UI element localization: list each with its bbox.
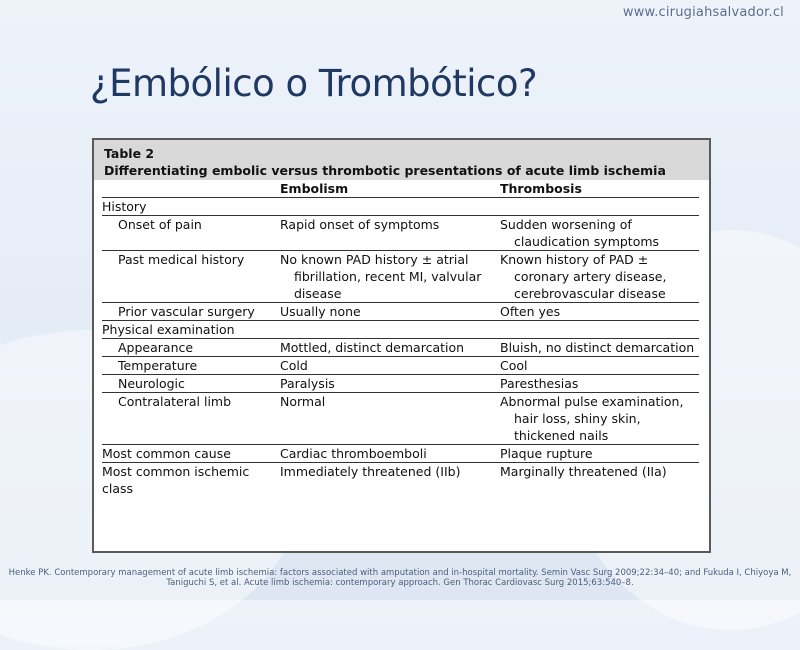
thrombosis-cell: Bluish, no distinct demarcation [500, 339, 699, 357]
thrombosis-cell [500, 251, 699, 303]
column-header-blank [102, 180, 280, 198]
embolism-cell: Immediately threatened (IIb) [280, 464, 461, 479]
embolism-cell: Usually none [280, 304, 361, 319]
table-figure [92, 138, 711, 553]
table-column-headers [102, 180, 699, 198]
table-row [102, 393, 699, 445]
row-label: Past medical history [102, 251, 280, 303]
table-row [102, 357, 699, 375]
row-label: Temperature [102, 357, 280, 375]
embolism-cell: Paralysis [280, 375, 500, 393]
thrombosis-cell: Cool [500, 357, 699, 375]
section-row-physical [102, 321, 699, 339]
embolism-cell: Normal [280, 393, 500, 445]
table-row [102, 251, 699, 303]
table-row [102, 339, 699, 357]
embolism-cell: Cold [280, 357, 500, 375]
slide-title: ¿Embólico o Trombótico? [90, 62, 538, 105]
row-label: Prior vascular surgery [118, 304, 255, 319]
row-label: Appearance [102, 339, 280, 357]
thrombosis-cell: Plaque rupture [500, 445, 699, 463]
thrombosis-cell-text: Sudden worsening of claudication symptoms [500, 217, 660, 249]
thrombosis-cell: Marginally threatened (IIa) [500, 464, 667, 479]
embolism-cell-text: No known PAD history ± atrial fibrillation, recent MI, valvular disease [280, 252, 482, 301]
thrombosis-cell-text: Abnormal pulse examination, hair loss, shiny skin, thickened nails [500, 394, 684, 443]
thrombosis-cell [500, 216, 699, 251]
site-url: www.cirugiahsalvador.cl [622, 5, 784, 20]
embolism-cell [280, 251, 500, 303]
row-label: Neurologic [102, 375, 280, 393]
section-label: History [102, 198, 699, 216]
section-row-history [102, 198, 699, 216]
thrombosis-cell-text: Known history of PAD ± coronary artery disease, cerebrovascular disease [500, 252, 667, 301]
embolism-cell: Mottled, distinct demarcation [280, 339, 500, 357]
thrombosis-cell: Paresthesias [500, 375, 699, 393]
table-caption: Differentiating embolic versus thrombotic presentations of acute limb ischemia [104, 163, 666, 178]
section-label: Physical examination [102, 321, 699, 339]
row-label: Contralateral limb [102, 393, 280, 445]
table-header [94, 140, 709, 180]
embolism-cell: Cardiac thromboemboli [280, 445, 500, 463]
table-row [102, 463, 699, 498]
column-header-thrombosis: Thrombosis [500, 180, 699, 198]
row-label: Most common ischemic class [102, 464, 250, 496]
table-label: Table 2 [104, 146, 155, 161]
thrombosis-cell [500, 393, 699, 445]
comparison-table [102, 180, 699, 497]
embolism-cell: Rapid onset of symptoms [280, 216, 500, 251]
row-label: Most common cause [102, 445, 280, 463]
table-row [102, 445, 699, 463]
column-header-embolism: Embolism [280, 180, 500, 198]
table-row [102, 303, 699, 321]
citation: Henke PK. Contemporary management of acute limb ischemia: factors associated with amputation and in-hospital mortality. Semin Vasc Surg 2009;22:34–40; and Fukuda I, Chiyoya M, Taniguchi S, et al. Acute limb ischemia: contemporary approach. Gen Thorac Cardiovasc Surg 2015;63:540–8. [8, 568, 792, 588]
thrombosis-cell: Often yes [500, 304, 561, 319]
table-row [102, 216, 699, 251]
table-row [102, 375, 699, 393]
row-label: Onset of pain [102, 216, 280, 251]
